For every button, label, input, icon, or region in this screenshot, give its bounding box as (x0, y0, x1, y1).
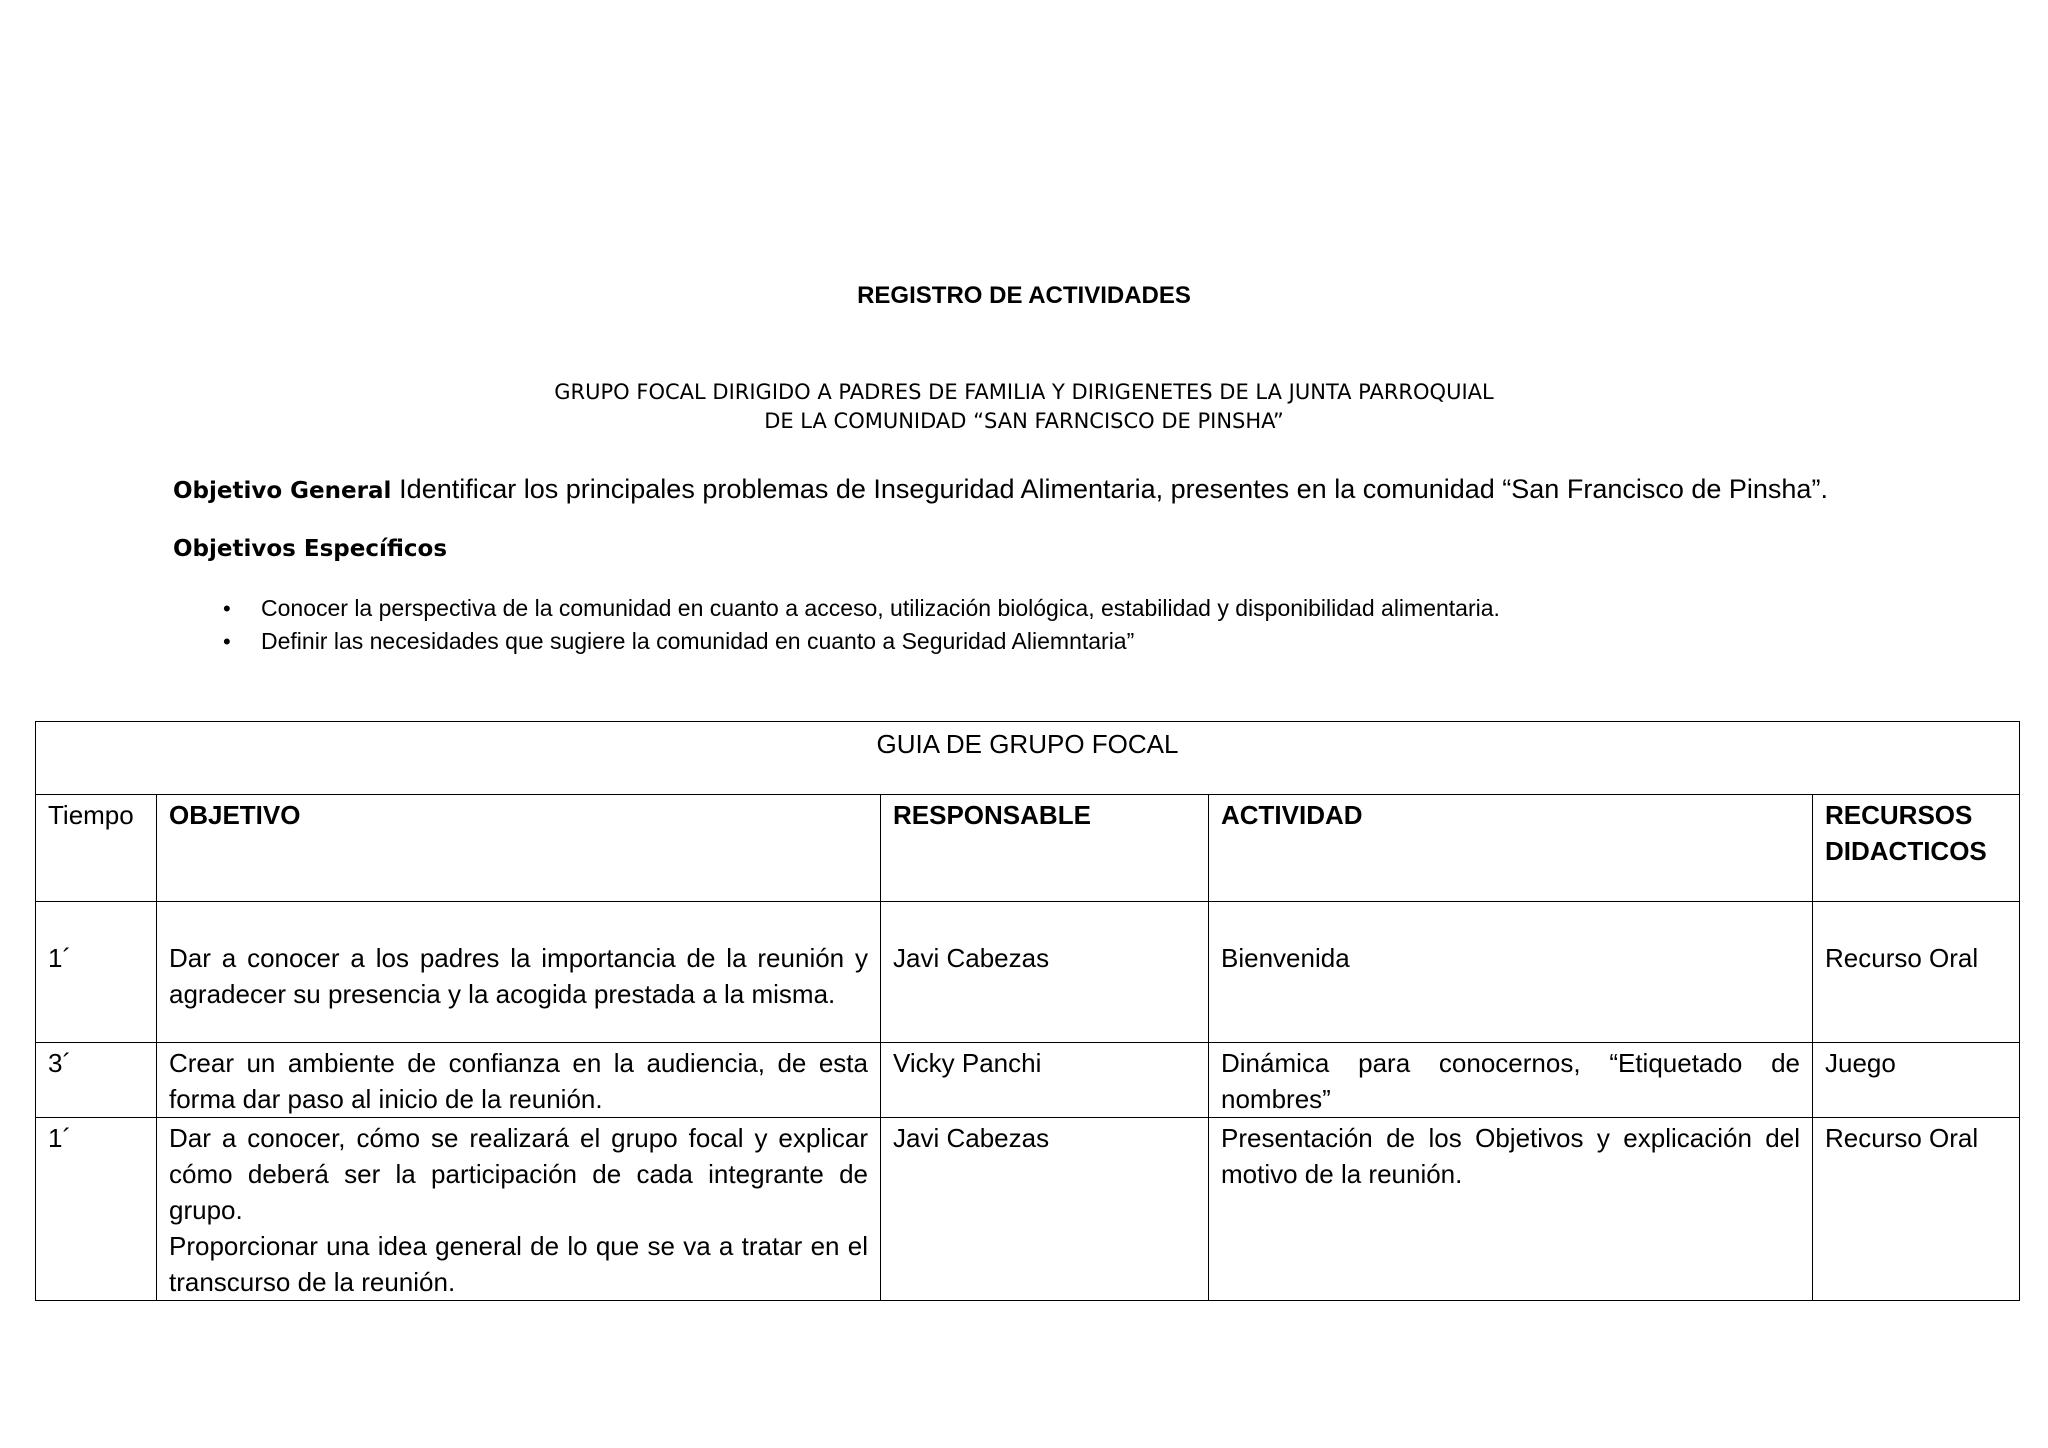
header-objetivo: OBJETIVO (157, 795, 881, 902)
list-item (173, 592, 1500, 625)
cell-objetivo: Dar a conocer a los padres la importancia de la reunión y agradecer su presencia y la acogida prestada a la misma. (157, 902, 881, 1043)
cell-recursos: Juego (1813, 1043, 2020, 1118)
objetivo-general-label: Objetivo General (173, 478, 392, 504)
cell-actividad: Dinámica para conocernos, “Etiquetado de nombres” (1209, 1043, 1813, 1118)
cell-recursos: Recurso Oral (1813, 902, 2020, 1043)
cell-actividad: Presentación de los Objetivos y explicación del motivo de la reunión. (1209, 1118, 1813, 1301)
table-caption: GUIA DE GRUPO FOCAL (36, 722, 2020, 795)
subtitle-line-2: DE LA COMUNIDAD “SAN FARNCISCO DE PINSHA” (764, 409, 1284, 433)
objetivo-paragraph: Proporcionar una idea general de lo que se va a tratar en el transcurso de la reunión. (169, 1231, 868, 1297)
header-recursos: RECURSOS DIDACTICOS (1813, 795, 2020, 902)
cell-recursos: Recurso Oral (1813, 1118, 2020, 1301)
cell-tiempo: 3´ (36, 1043, 157, 1118)
cell-tiempo: 1´ (36, 902, 157, 1043)
table-row (36, 902, 2020, 1043)
objetivo-general-text: Identificar los principales problemas de Inseguridad Alimentaria, presentes en la comunidad “San Francisco de Pinsha”. (399, 474, 1828, 504)
list-item (173, 625, 1500, 658)
list-item-text: Conocer la perspectiva de la comunidad en cuanto a acceso, utilización biológica, estabilidad y disponibilidad alimentaria. (261, 595, 1500, 621)
objetivo-general (173, 473, 2023, 505)
document-title: REGISTRO DE ACTIVIDADES (857, 282, 1191, 309)
cell-responsable: Javi Cabezas (881, 902, 1209, 1043)
table-row (36, 1118, 2020, 1301)
header-actividad: ACTIVIDAD (1209, 795, 1813, 902)
bullet-icon: • (223, 629, 231, 654)
cell-responsable: Vicky Panchi (881, 1043, 1209, 1118)
cell-tiempo: 1´ (36, 1118, 157, 1301)
table-row (36, 1043, 2020, 1118)
objetivos-especificos-list (173, 592, 1500, 658)
guia-grupo-focal-table (35, 721, 2020, 1301)
header-responsable: RESPONSABLE (881, 795, 1209, 902)
table-header-row (36, 795, 2020, 902)
objetivos-especificos-label: Objetivos Específicos (173, 536, 448, 562)
cell-actividad: Bienvenida (1209, 902, 1813, 1043)
cell-objetivo: Crear un ambiente de confianza en la audiencia, de esta forma dar paso al inicio de la reunión. (157, 1043, 881, 1118)
bullet-icon: • (223, 596, 231, 621)
header-tiempo: Tiempo (36, 795, 157, 902)
cell-objetivo (157, 1118, 881, 1301)
objetivo-paragraph: Dar a conocer, cómo se realizará el grupo focal y explicar cómo deberá ser la participación de cada integrante de grupo. (169, 1123, 868, 1225)
subtitle-line-1: GRUPO FOCAL DIRIGIDO A PADRES DE FAMILIA Y DIRIGENETES DE LA JUNTA PARROQUIAL (554, 380, 1494, 404)
cell-responsable: Javi Cabezas (881, 1118, 1209, 1301)
list-item-text: Definir las necesidades que sugiere la comunidad en cuanto a Seguridad Aliemntaria” (261, 628, 1135, 654)
